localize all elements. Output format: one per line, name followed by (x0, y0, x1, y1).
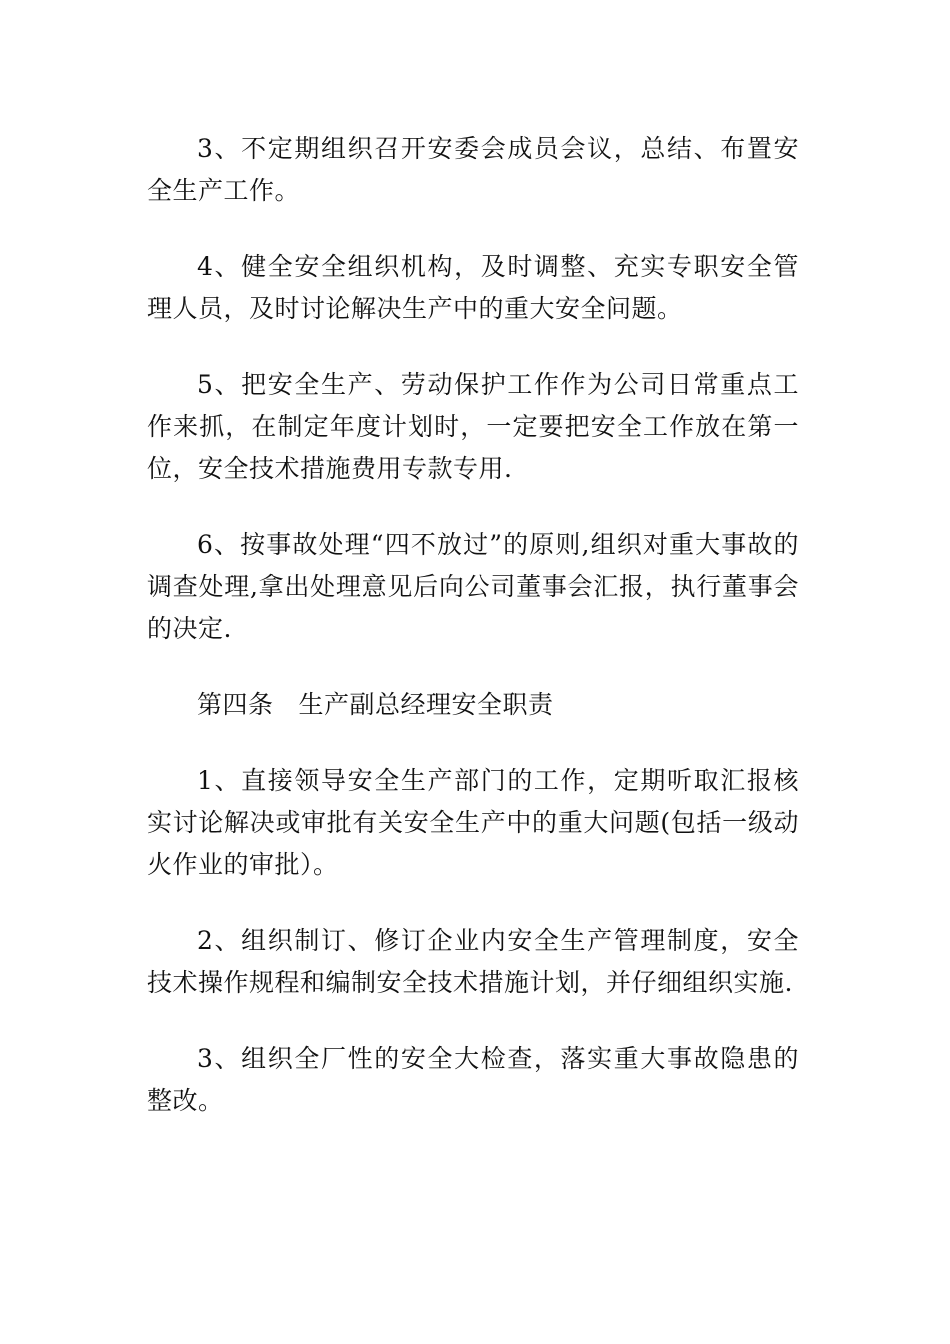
document-body (147, 128, 799, 1156)
section-paragraph-3: 3、组织全厂性的安全大检查，落实重大事故隐患的整改。 (147, 1044, 799, 1115)
section-paragraph-1: 1、直接领导安全生产部门的工作，定期听取汇报核实讨论解决或审批有关安全生产中的重大问题(包括一级动火作业的审批）。 (147, 766, 799, 879)
paragraph-item-6: 6、按事故处理“四不放过”的原则,组织对重大事故的调查处理,拿出处理意见后向公司董事会汇报，执行董事会的决定. (147, 530, 799, 643)
section-paragraph-2: 2、组织制订、修订企业内安全生产管理制度，安全技术操作规程和编制安全技术措施计划，并仔细组织实施. (147, 926, 799, 997)
section-title: 生产副总经理安全职责 (298, 690, 554, 719)
paragraph-item-4: 4、健全安全组织机构，及时调整、充实专职安全管理人员，及时讨论解决生产中的重大安全问题。 (147, 252, 799, 323)
paragraph-item-3: 3、不定期组织召开安委会成员会议，总结、布置安全生产工作。 (147, 134, 799, 205)
section-number: 第四条 (197, 690, 274, 719)
section-heading (147, 684, 799, 726)
paragraph-item-5: 5、把安全生产、劳动保护工作作为公司日常重点工作来抓，在制定年度计划时，一定要把安全工作放在第一位，安全技术措施费用专款专用. (147, 370, 799, 483)
